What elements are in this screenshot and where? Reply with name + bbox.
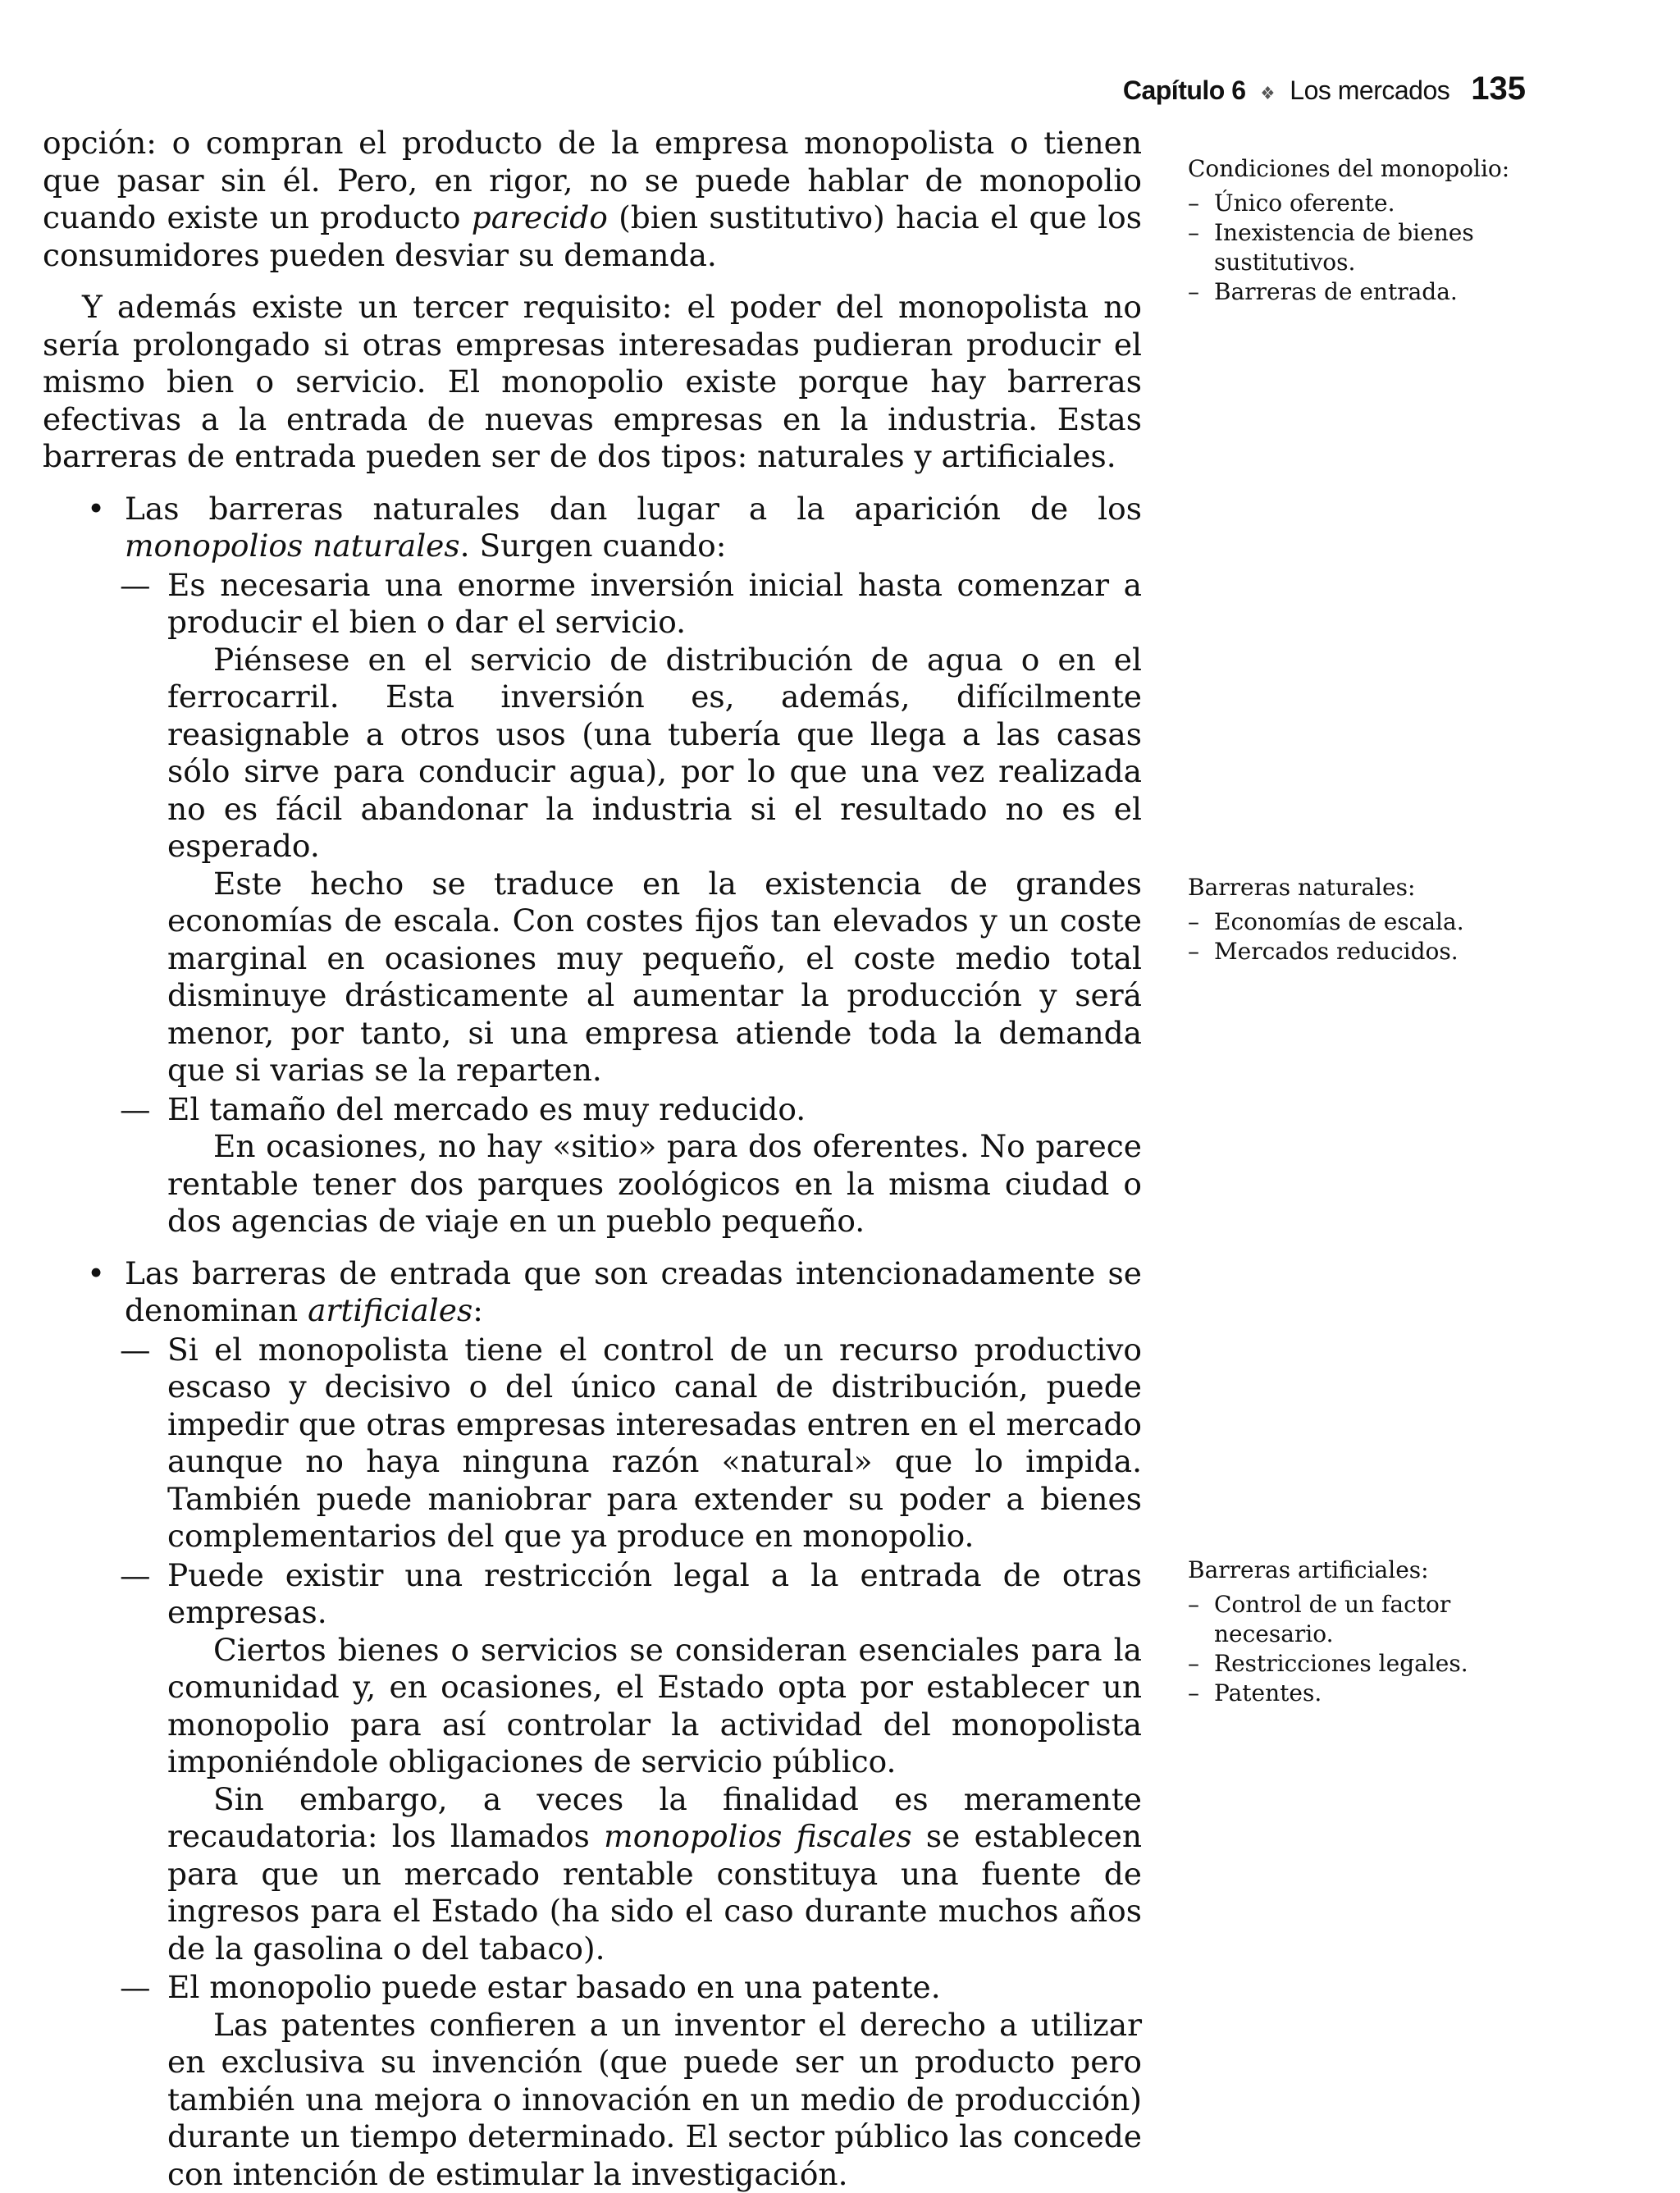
running-header bbox=[1123, 71, 1526, 107]
margin-note-item bbox=[1188, 1649, 1532, 1679]
text-run: Patentes. bbox=[1214, 1679, 1322, 1706]
sub-paragraph bbox=[43, 1781, 1142, 1968]
dash-icon: — bbox=[120, 567, 151, 605]
dash-icon: – bbox=[1188, 189, 1199, 218]
bullet-icon: • bbox=[87, 1255, 105, 1293]
text-run: Inexistencia de bienes sustitutivos. bbox=[1214, 219, 1474, 276]
bullet-artificial-barriers bbox=[43, 1255, 1142, 1330]
margin-note-list bbox=[1188, 1590, 1532, 1708]
text-run: se establecen para que un mercado rentable constituya una fuente de ingresos para el Estado (ha sido el caso durante muchos años de la gasolina o del tabaco). bbox=[167, 1818, 1142, 1967]
dash-icon: — bbox=[120, 1332, 151, 1369]
dash-icon: – bbox=[1188, 1679, 1199, 1708]
margin-note-list bbox=[1188, 907, 1532, 966]
text-run: Único oferente. bbox=[1214, 190, 1395, 217]
emphasis: artificiales bbox=[308, 1292, 472, 1328]
text-run: Mercados reducidos. bbox=[1214, 938, 1459, 965]
text-run: El tamaño del mercado es muy reducido. bbox=[167, 1091, 806, 1127]
paragraph-continued bbox=[43, 125, 1142, 274]
dash-icon: – bbox=[1188, 907, 1199, 937]
dash-icon: – bbox=[1188, 1649, 1199, 1679]
margin-note-item bbox=[1188, 189, 1532, 218]
margin-note-natural bbox=[1188, 873, 1532, 966]
text-run: Control de un factor necesario. bbox=[1214, 1591, 1450, 1647]
sub-paragraph: En ocasiones, no hay «sitio» para dos oferentes. No parece rentable tener dos parques zoológicos en la misma ciudad o dos agencias de viaje en un pueblo pequeño. bbox=[43, 1128, 1142, 1240]
text-run: : bbox=[472, 1292, 483, 1328]
margin-note-conditions bbox=[1188, 154, 1532, 307]
section-label: Los mercados bbox=[1290, 75, 1449, 106]
margin-note-title: Barreras artificiales: bbox=[1188, 1556, 1532, 1585]
dash-item-resource-control bbox=[43, 1332, 1142, 1556]
sub-paragraph: Ciertos bienes o servicios se consideran esenciales para la comunidad y, en ocasiones, el Estado opta por establecer un monopolio para así controlar la actividad del monopolista imponiéndole obligaciones de servicio público. bbox=[43, 1632, 1142, 1781]
main-text-column bbox=[43, 125, 1142, 2193]
text-run: El monopolio puede estar basado en una patente. bbox=[167, 1969, 941, 2005]
margin-note-item bbox=[1188, 937, 1532, 966]
text-run: Restricciones legales. bbox=[1214, 1650, 1468, 1677]
bullet-natural-barriers bbox=[43, 491, 1142, 565]
text-run: Es necesaria una enorme inversión inicial hasta comenzar a producir el bien o dar el servicio. bbox=[167, 567, 1142, 641]
text-run: opción: o compran el producto de la empresa monopolista o tienen que pasar sin él. Pero, en rigor, no se puede hablar de monopolio cuando existe un producto bbox=[43, 125, 1142, 235]
dash-item-market-size bbox=[43, 1091, 1142, 1129]
margin-note-title: Condiciones del monopolio: bbox=[1188, 154, 1532, 184]
margin-note-list bbox=[1188, 189, 1532, 307]
margin-note-item bbox=[1188, 277, 1532, 307]
dash-icon: – bbox=[1188, 1590, 1199, 1620]
emphasis: parecido bbox=[472, 199, 608, 235]
text-run: Si el monopolista tiene el control de un recurso productivo escaso y decisivo o del único canal de distribución, puede impedir que otras empresas interesadas entren en el mercado aunque no haya ninguna razón «natural» que lo impida. También puede maniobrar para extender su poder a bienes complementarios del que ya produce en monopolio. bbox=[167, 1332, 1142, 1555]
margin-note-item bbox=[1188, 907, 1532, 937]
margin-note-item bbox=[1188, 1590, 1532, 1649]
dash-item-legal-restriction bbox=[43, 1557, 1142, 1632]
text-run: . Surgen cuando: bbox=[460, 528, 727, 564]
text-run: Sin embargo, a veces la finalidad es meramente recaudatoria: los llamados bbox=[167, 1781, 1142, 1855]
chapter-label: Capítulo 6 bbox=[1123, 75, 1246, 106]
text-run: Barreras de entrada. bbox=[1214, 278, 1458, 305]
dash-icon: — bbox=[120, 1557, 151, 1595]
page-number: 135 bbox=[1471, 71, 1526, 107]
separator-ornament-icon: ❖ bbox=[1261, 83, 1276, 104]
text-run: Las barreras naturales dan lugar a la aparición de los bbox=[125, 491, 1142, 527]
margin-note-item bbox=[1188, 1679, 1532, 1708]
margin-note-artificial bbox=[1188, 1556, 1532, 1708]
dash-icon: – bbox=[1188, 937, 1199, 966]
text-run: Economías de escala. bbox=[1214, 908, 1464, 935]
dash-icon: – bbox=[1188, 277, 1199, 307]
emphasis: monopolios fiscales bbox=[604, 1818, 912, 1854]
dash-icon: – bbox=[1188, 218, 1199, 248]
emphasis: monopolios naturales bbox=[125, 528, 460, 564]
dash-icon: — bbox=[120, 1091, 151, 1129]
sub-paragraph: Piénsese en el servicio de distribución de agua o en el ferrocarril. Esta inversión es, además, difícilmente reasignable a otros usos (una tubería que llega a las casas sólo sirve para conducir agua), por lo que una vez realizada no es fácil abandonar la industria si el resultado no es el esperado. bbox=[43, 642, 1142, 866]
dash-item-investment bbox=[43, 567, 1142, 642]
text-run: Puede existir una restricción legal a la entrada de otras empresas. bbox=[167, 1557, 1142, 1631]
bullet-icon: • bbox=[87, 491, 105, 528]
text-run: Las barreras de entrada que son creadas intencionadamente se denominan bbox=[125, 1255, 1142, 1329]
dash-item-patent bbox=[43, 1969, 1142, 2007]
margin-note-item bbox=[1188, 218, 1532, 277]
sub-paragraph: Este hecho se traduce en la existencia de grandes economías de escala. Con costes fijos tan elevados y un coste marginal en ocasiones muy pequeño, el coste medio total disminuye drásticamente al aumentar la producción y será menor, por tanto, si una empresa atiende toda la demanda que si varias se la reparten. bbox=[43, 866, 1142, 1090]
margin-note-title: Barreras naturales: bbox=[1188, 873, 1532, 902]
dash-icon: — bbox=[120, 1969, 151, 2007]
sub-paragraph: Las patentes confieren a un inventor el derecho a utilizar en exclusiva su invención (que puede ser un producto pero también una mejora o innovación en un medio de producción) durante un tiempo determinado. El sector público las concede con intención de estimular la investigación. bbox=[43, 2007, 1142, 2193]
text-run: (bien sustitutivo) hacia el que los consumidores pueden desviar su demanda. bbox=[43, 199, 1142, 273]
paragraph-barriers: Y además existe un tercer requisito: el poder del monopolista no sería prolongado si otras empresas interesadas pudieran producir el mismo bien o servicio. El monopolio existe porque hay barreras efectivas a la entrada de nuevas empresas en la industria. Estas barreras de entrada pueden ser de dos tipos: naturales y artificiales. bbox=[43, 289, 1142, 476]
